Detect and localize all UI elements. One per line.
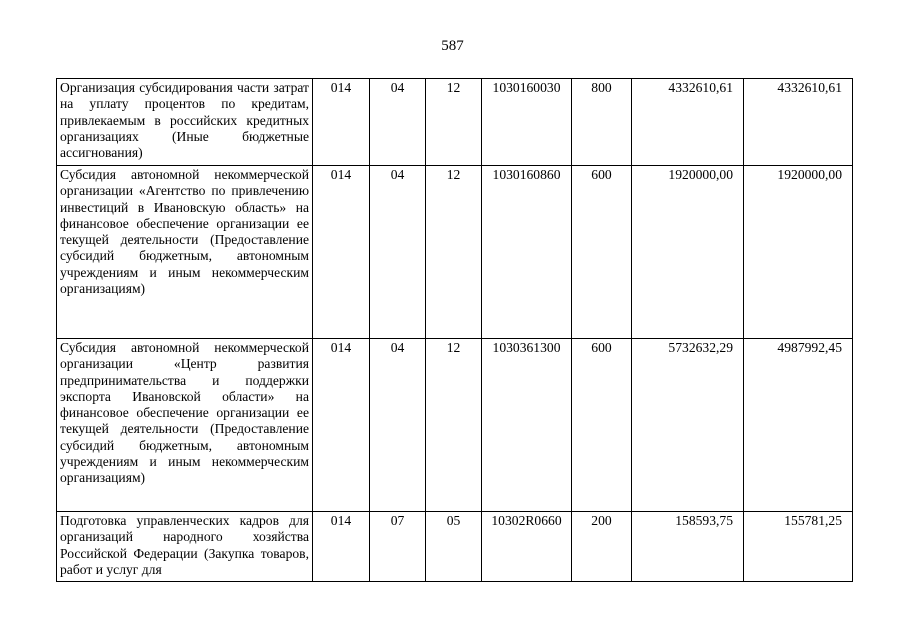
- section-code: 04: [370, 79, 426, 166]
- amount-second: 4987992,45: [744, 339, 853, 512]
- section-code: 07: [370, 512, 426, 582]
- table-row: [57, 512, 853, 582]
- amount-second: 155781,25: [744, 512, 853, 582]
- budget-table: [56, 78, 853, 582]
- amount-first: 158593,75: [632, 512, 744, 582]
- page-number: 587: [441, 38, 464, 54]
- row-description: Подготовка управленческих кадров для организаций народного хозяйства Российской Федерации (Закупка товаров, работ и услуг для: [57, 512, 313, 582]
- row-description: Субсидия автономной некоммерческой организации «Агентство по привлечению инвестиций в Ивановскую область» на финансовое обеспечение организации ее текущей деятельности (Предоставление субсидий бюджетным, автономным учреждениям и иным некоммерческим организациям): [57, 166, 313, 339]
- ministry-code: 014: [313, 339, 370, 512]
- amount-second: 4332610,61: [744, 79, 853, 166]
- expense-type-code: 600: [572, 166, 632, 339]
- expense-type-code: 200: [572, 512, 632, 582]
- subsection-code: 12: [426, 79, 482, 166]
- ministry-code: 014: [313, 512, 370, 582]
- table-row: [57, 339, 853, 512]
- ministry-code: 014: [313, 166, 370, 339]
- section-code: 04: [370, 339, 426, 512]
- row-description: Субсидия автономной некоммерческой организации «Центр развития предпринимательства и поддержки экспорта Ивановской области» на финансовое обеспечение организации ее текущей деятельности (Предоставление субсидий бюджетным, автономным учреждениям и иным некоммерческим организациям): [57, 339, 313, 512]
- amount-first: 1920000,00: [632, 166, 744, 339]
- table-row: [57, 166, 853, 339]
- table-row: [57, 79, 853, 166]
- target-article-code: 1030361300: [482, 339, 572, 512]
- amount-first: 5732632,29: [632, 339, 744, 512]
- section-code: 04: [370, 166, 426, 339]
- subsection-code: 05: [426, 512, 482, 582]
- amount-second: 1920000,00: [744, 166, 853, 339]
- expense-type-code: 600: [572, 339, 632, 512]
- ministry-code: 014: [313, 79, 370, 166]
- amount-first: 4332610,61: [632, 79, 744, 166]
- subsection-code: 12: [426, 166, 482, 339]
- expense-type-code: 800: [572, 79, 632, 166]
- row-description: Организация субсидирования части затрат на уплату процентов по кредитам, привлекаемым в российских кредитных организациях (Иные бюджетные ассигнования): [57, 79, 313, 166]
- target-article-code: 1030160860: [482, 166, 572, 339]
- target-article-code: 10302R0660: [482, 512, 572, 582]
- target-article-code: 1030160030: [482, 79, 572, 166]
- subsection-code: 12: [426, 339, 482, 512]
